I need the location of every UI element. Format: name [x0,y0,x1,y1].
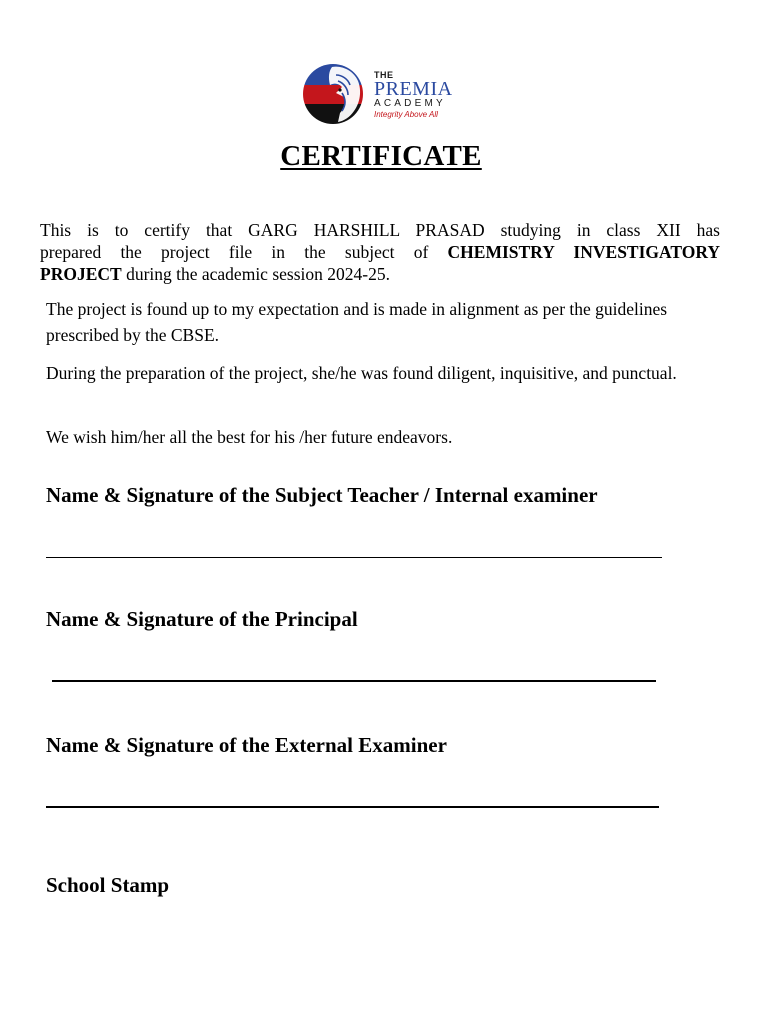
wishes-paragraph: We wish him/her all the best for his /her future endeavors. [46,427,453,447]
page-title: CERTIFICATE [280,140,482,172]
intro-line-2 [40,241,720,263]
subject-name: CHEMISTRY INVESTIGATORY [447,242,720,262]
principal-signature-heading: Name & Signature of the Principal [46,607,358,631]
intro-line-3 [40,263,720,285]
school-logo [302,63,472,125]
diligence-paragraph: During the preparation of the project, she/he was found diligent, inquisitive, and punctual. [46,363,677,383]
session-text: during the academic session 2024-25. [121,264,390,284]
external-signature-line [46,806,659,808]
logo-tagline: Integrity Above All [374,110,438,119]
intro-line-1: This is to certify that GARG HARSHILL PRASAD studying in class XII has [40,220,720,240]
principal-signature-line [52,680,656,682]
logo-wordmark [374,71,453,120]
subject-name-cont: PROJECT [40,264,122,284]
school-stamp-label: School Stamp [46,873,170,897]
logo-the: THE [374,70,394,80]
teacher-signature-heading: Name & Signature of the Subject Teacher / Internal examiner [46,483,598,507]
logo-name: PREMIA [374,78,453,100]
certification-statement [40,219,720,285]
logo-academy: ACADEMY [374,98,446,109]
expectation-paragraph: The project is found up to my expectation and is made in alignment as per the guidelines prescribed by the CBSE. [46,299,668,345]
lion-emblem-icon [302,63,364,125]
teacher-signature-line [46,557,662,558]
external-signature-heading: Name & Signature of the External Examiner [46,733,447,757]
intro-prefix: prepared the project file in the subject of [40,242,448,262]
